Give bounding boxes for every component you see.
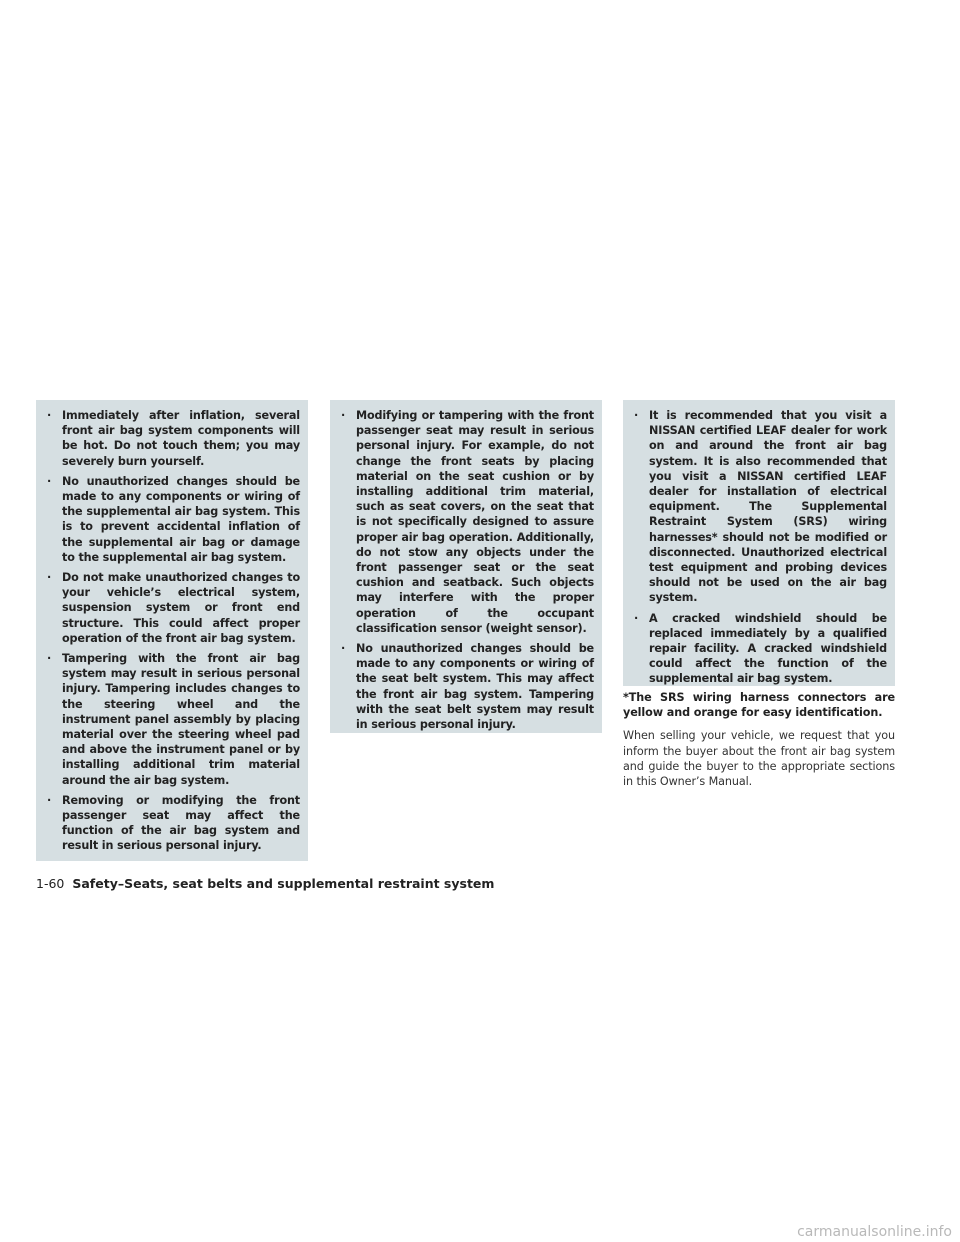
warning-text: Do not make unauthorized changes to your vehicle’s electrical system, suspension system or front end structure. This could affect proper operation of the front air bag system. (62, 571, 300, 645)
bullet-icon: · (47, 793, 52, 807)
warning-text: No unauthorized changes should be made to any components or wiring of the seat belt system. This may affect the front air bag system. Tampering with the seat belt system may result in serious personal injury. (356, 642, 594, 732)
warning-text: It is recommended that you visit a NISSAN certified LEAF dealer for work on and around the front air bag system. It is also recommended that you visit a NISSAN certified LEAF dealer for installation of electrical equipment. The Supplemental Restraint System (SRS) wiring harnesses* should not be modified or disconnected. Unauthorized electrical test equipment and probing devices should not be used on the air bag system. (649, 409, 887, 605)
warning-box-column-2 (330, 400, 602, 733)
list-item (44, 408, 300, 469)
warning-text: Removing or modifying the front passenger seat may affect the function of the air bag system and result in serious personal injury. (62, 793, 300, 853)
warning-list (338, 408, 594, 732)
list-item (44, 651, 300, 788)
bullet-icon: · (634, 409, 639, 422)
list-item (44, 474, 300, 565)
list-item (631, 408, 887, 606)
list-item (44, 793, 300, 854)
bullet-icon: · (341, 409, 346, 422)
list-item (631, 611, 887, 687)
warning-list (631, 408, 887, 687)
warning-box-column-1 (36, 400, 308, 861)
warning-text: Modifying or tampering with the front passenger seat may result in serious personal injury. For example, do not change the front seats by placing material on the seat cushion or by installing additional trim material, such as seat covers, on the seat that is not specifically designed to assure proper air bag operation. Additionally, do not stow any objects under the front passenger seat or the seat cushion and seatback. Such objects may interfere with the proper operation of the occupant classification sensor (weight sensor). (356, 409, 594, 635)
warning-text: A cracked windshield should be replaced immediately by a qualified repair facility. A cracked windshield could affect the function of the supplemental air bag system. (649, 611, 887, 686)
bullet-icon: · (47, 474, 52, 488)
page-number: 1-60 (36, 876, 65, 891)
section-title: Safety–Seats, seat belts and supplemental restraint system (72, 876, 495, 891)
warning-text: No unauthorized changes should be made to any components or wiring of the supplemental air bag system. This is to prevent accidental inflation of the supplemental air bag or damage to the supplemental air bag system. (62, 474, 300, 564)
list-item (44, 570, 300, 646)
warning-text: Immediately after inflation, several front air bag system components will be hot. Do not touch them; you may severely burn yourself. (62, 409, 300, 468)
warning-text: Tampering with the front air bag system may result in serious personal injury. Tampering includes changes to the steering wheel and the instrument panel assembly by placing material over the steering wheel pad and above the instrument panel or by installing additional trim material around the air bag system. (62, 652, 300, 787)
selling-note-paragraph: When selling your vehicle, we request that you inform the buyer about the front air bag system and guide the buyer to the appropriate sections in this Owner’s Manual. (623, 729, 895, 789)
page-footer (36, 876, 494, 891)
bullet-icon: · (634, 611, 639, 625)
bullet-icon: · (47, 652, 52, 666)
watermark: carmanualsonline.info (797, 1224, 952, 1240)
warning-list (44, 408, 300, 854)
bullet-icon: · (47, 571, 52, 585)
bullet-icon: · (341, 642, 346, 656)
warning-box-column-3 (623, 400, 895, 686)
column-3-body (623, 690, 895, 789)
bullet-icon: · (47, 409, 52, 422)
list-item (338, 408, 594, 636)
wiring-footnote: *The SRS wiring harness connectors are yellow and orange for easy identification. (623, 691, 895, 720)
list-item (338, 641, 594, 732)
